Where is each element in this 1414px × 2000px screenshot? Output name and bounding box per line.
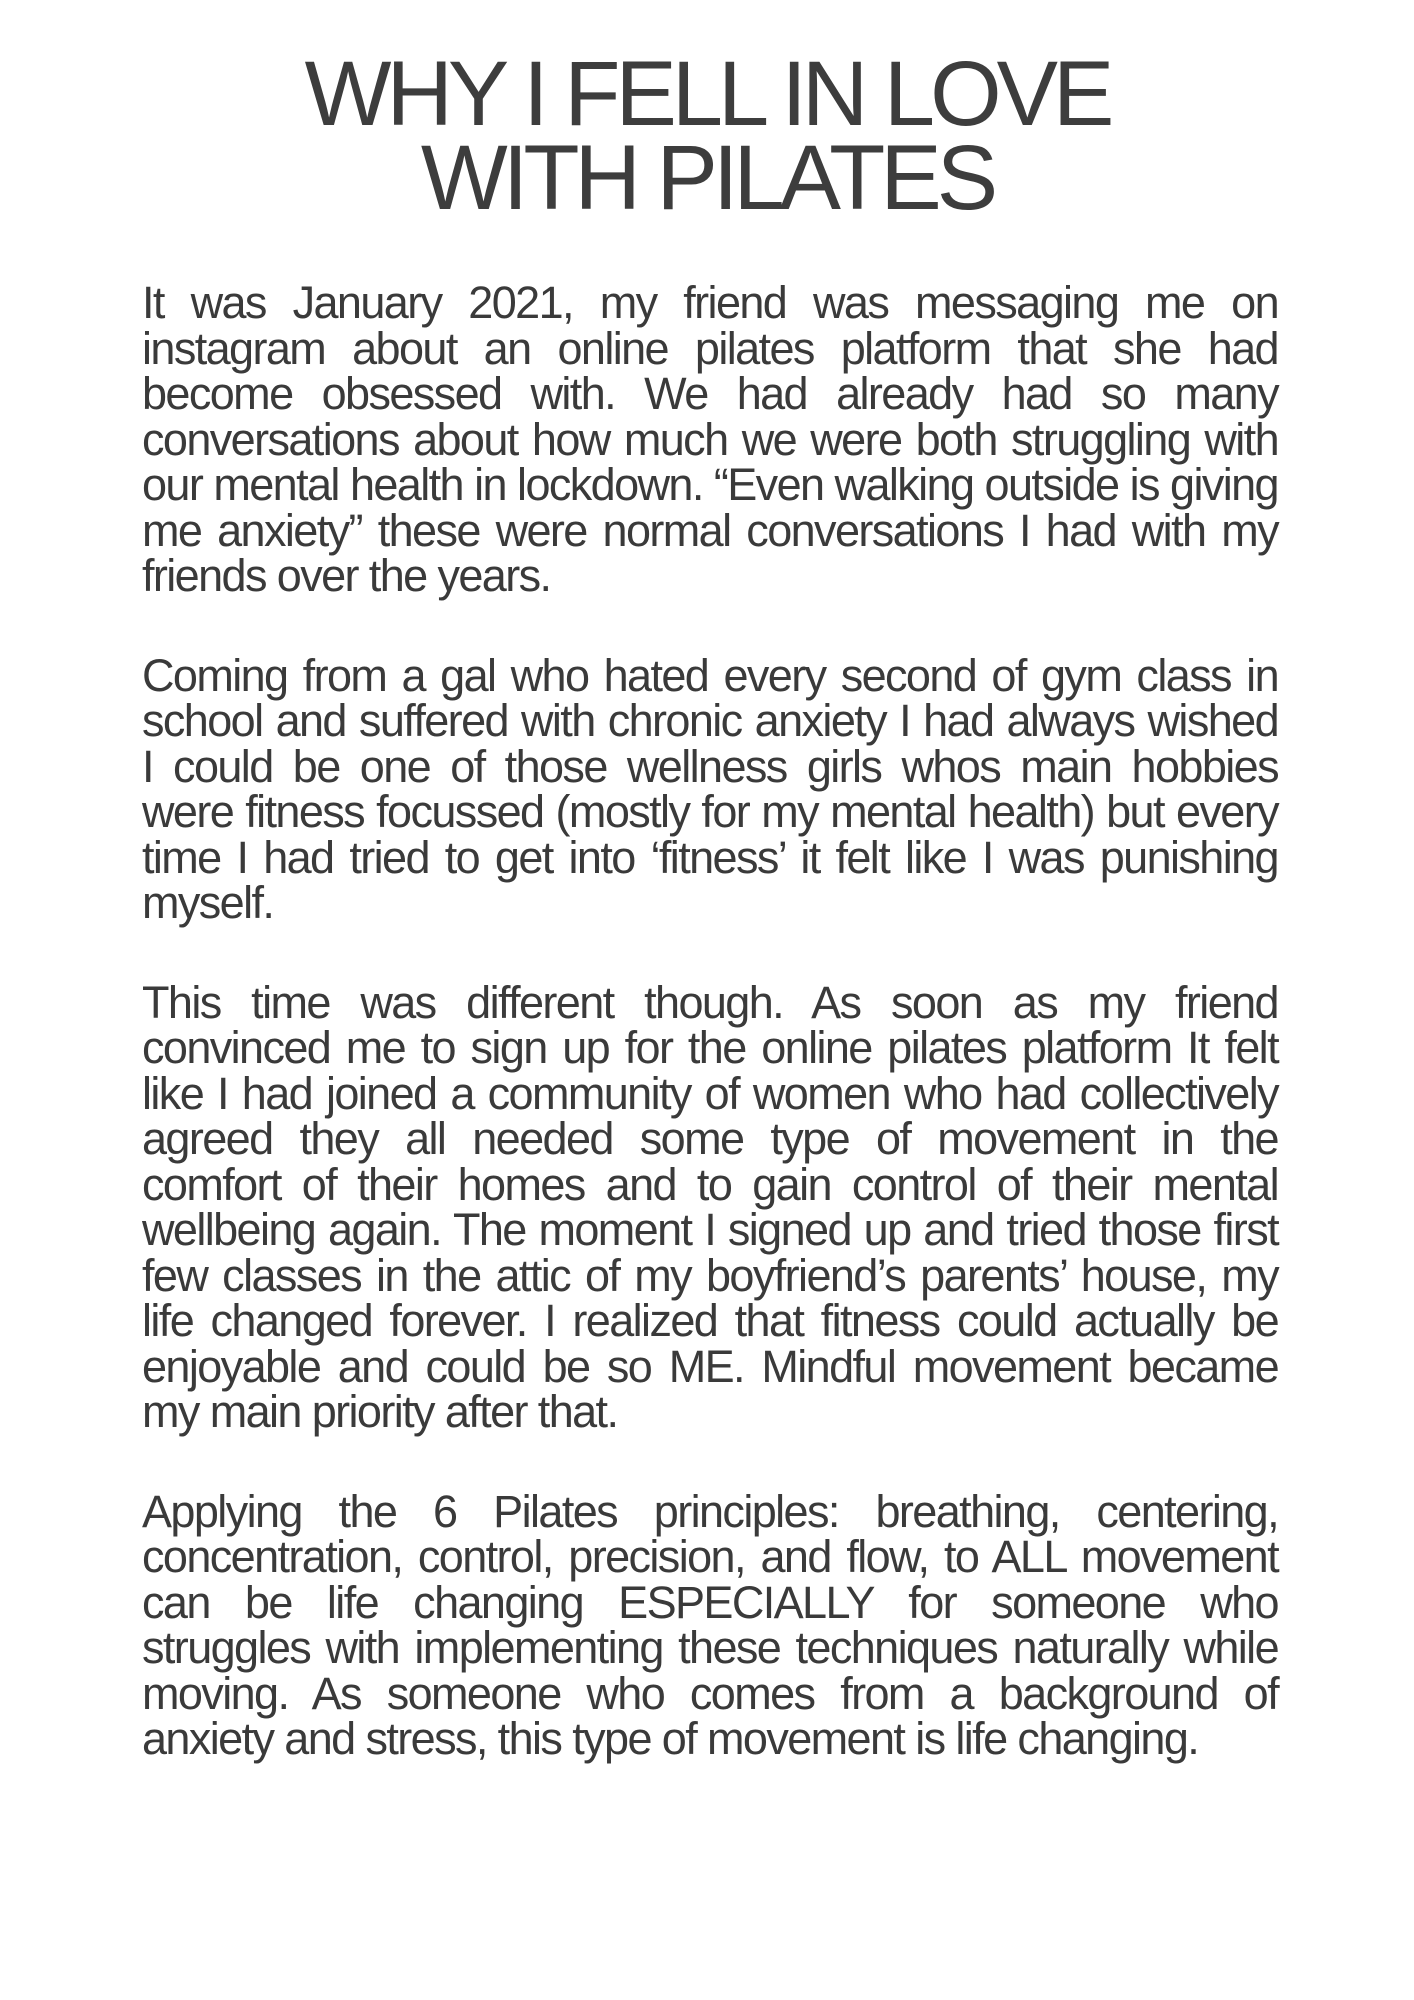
paragraph-3: This time was different though. As soon as my friend convinced me to sign up for the online pilates platform It felt like I had joined a community of women who had collectively agreed they all needed some type of movement in the comfort of their homes and to gain control of their mental wellbeing again. The moment I signed up and tried those first few classes in the attic of my boyfriend’s parents’ house, my life changed forever. I realized that fitness could actually be enjoyable and could be so ME. Mindful movement became my main priority after that. — [142, 976, 1278, 1437]
page-title — [0, 43, 1414, 229]
title-line-2: WITH PILATES — [420, 127, 994, 229]
paragraph-4: Applying the 6 Pilates principles: breathing, centering, concentration, control, precision, and flow, to ALL movement can be life changing ESPECIALLY for someone who struggles with implementing these techniques naturally while moving. As someone who comes from a background of anxiety and stress, this type of movement is life changing. — [142, 1485, 1278, 1764]
title-line-1: WHY I FELL IN LOVE — [304, 43, 1110, 145]
article-body — [142, 277, 1278, 1816]
paragraph-2: Coming from a gal who hated every second of gym class in school and suffered with chronic anxiety I had always wished I could be one of those wellness girls whos main hobbies were fitness focussed (mostly for my mental health) but every time I had tried to get into ‘fitness’ it felt like I was punishing myself. — [142, 649, 1278, 928]
paragraph-1: It was January 2021, my friend was messaging me on instagram about an online pilates platform that she had become obsessed with. We had already had so many conversations about how much we were both struggling with our mental health in lockdown. “Even walking outside is giving me anxiety” these were normal conversations I had with my friends over the years. — [142, 277, 1278, 601]
